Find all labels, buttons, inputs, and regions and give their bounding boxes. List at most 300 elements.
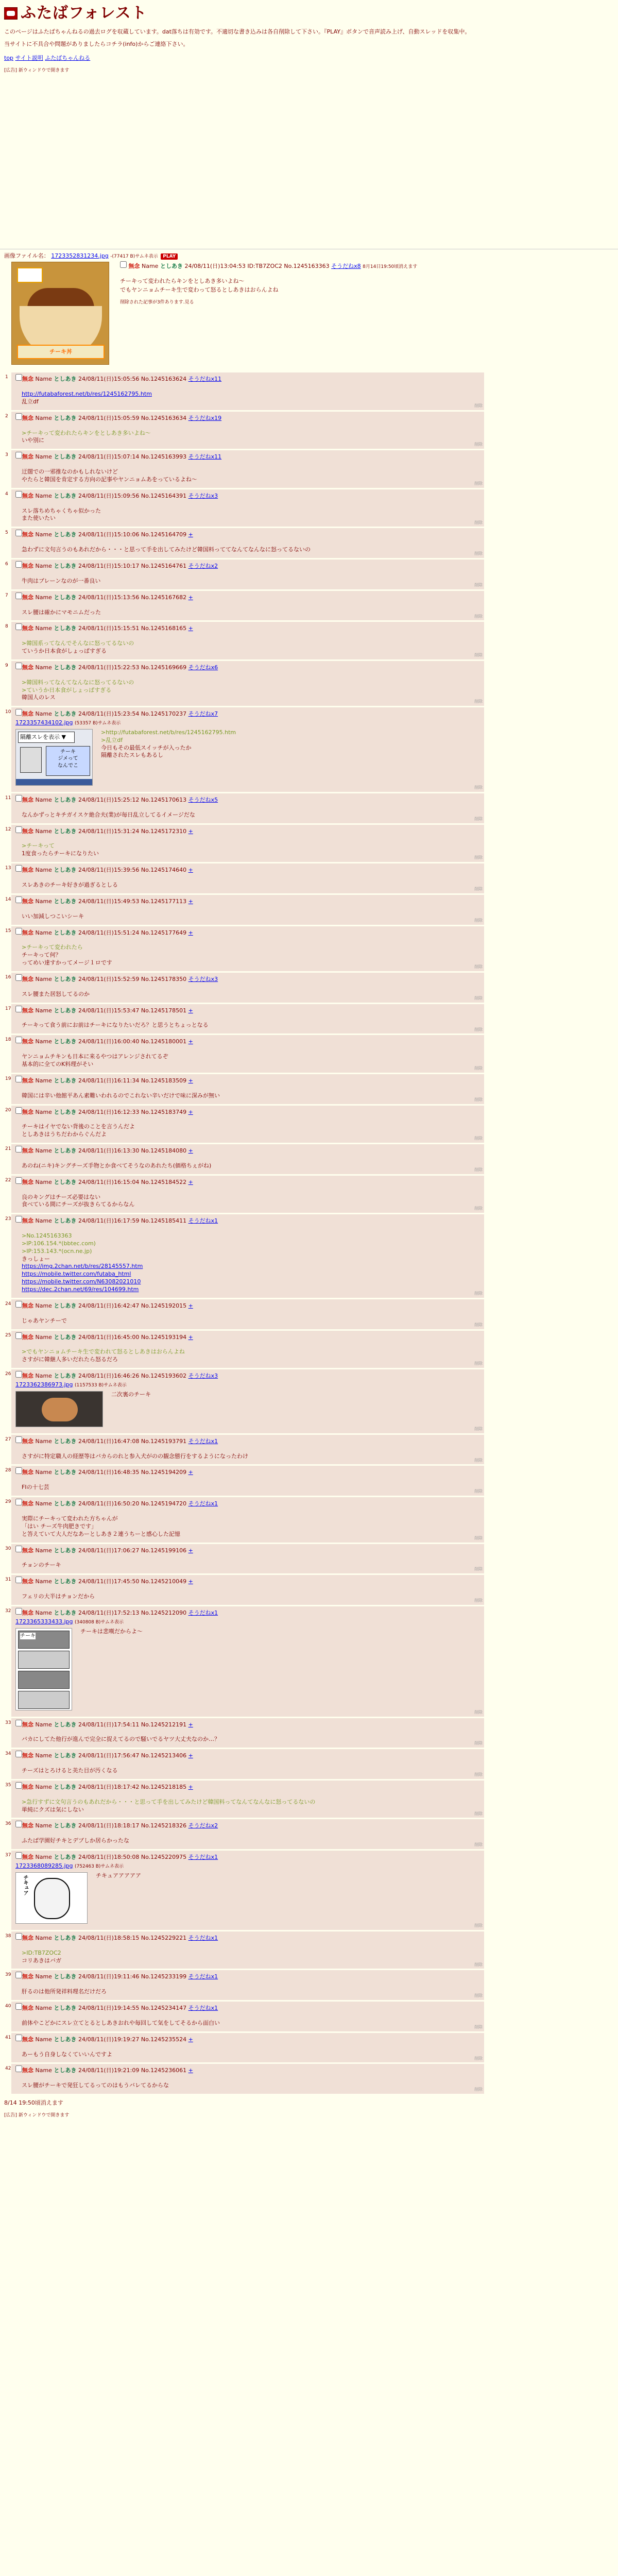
delete-button[interactable]: 削除 — [474, 1923, 483, 1928]
sodane-link[interactable]: + — [188, 1147, 193, 1155]
delete-button[interactable]: 削除 — [474, 481, 483, 486]
meme-thumbnail[interactable] — [15, 729, 93, 786]
sodane-link[interactable]: そうだねx2 — [188, 1822, 218, 1829]
reply-name: としあき — [54, 562, 77, 569]
delete-button[interactable]: 削除 — [474, 1136, 483, 1141]
delete-button[interactable]: 削除 — [474, 520, 483, 525]
reply-link[interactable]: https://img.2chan.net/b/res/28145557.htm — [22, 1263, 143, 1270]
reply-header — [15, 452, 480, 461]
sodane-link[interactable]: そうだねx19 — [188, 414, 222, 421]
reply-index: 34 — [5, 1751, 11, 1757]
reply-select-checkbox[interactable] — [15, 1821, 22, 1827]
reply-name-label: Name — [35, 1934, 52, 1941]
reply-no: No.1245234147 — [141, 2005, 187, 2012]
play-button[interactable]: PLAY — [161, 253, 178, 260]
reply-text-line: 隔離されたスレもあるし — [101, 752, 163, 759]
reply-title: 無念 — [22, 1372, 33, 1380]
sodane-link[interactable]: + — [188, 1007, 193, 1014]
sodane-link[interactable]: そうだねx11 — [188, 453, 222, 461]
footer-expire: 8/14 19:50頃消えます — [4, 2099, 63, 2107]
sodane-link[interactable]: そうだねx1 — [188, 1437, 218, 1445]
reply-select-checkbox[interactable] — [15, 374, 22, 381]
reply-index: 25 — [5, 1332, 11, 1338]
reply — [5, 372, 484, 410]
sodane-link[interactable]: + — [188, 1038, 193, 1045]
delete-button[interactable]: 削除 — [474, 1772, 483, 1777]
reply-text-line: チョンのチーキ — [22, 1562, 61, 1569]
delete-button[interactable]: 削除 — [474, 1811, 483, 1816]
reply-date: 24/08/11(日)15:10:06 — [78, 531, 140, 538]
reply-header — [15, 1720, 480, 1729]
reply-select-checkbox[interactable] — [15, 1608, 22, 1615]
delete-button[interactable]: 削除 — [474, 1066, 483, 1071]
reply-text-line: 今日もその最低スイッチが入ったか — [101, 744, 192, 751]
reply-select-checkbox[interactable] — [15, 1107, 22, 1114]
reply-index: 16 — [5, 974, 11, 980]
sodane-link[interactable]: + — [188, 1752, 193, 1759]
reply-date: 24/08/11(日)16:47:08 — [78, 1437, 140, 1445]
reply-body — [15, 1988, 480, 1996]
quote-line: >乱立df — [101, 736, 123, 743]
reply-name: としあき — [54, 531, 77, 538]
reply-no: No.1245180001 — [141, 1038, 187, 1045]
delete-button[interactable]: 削除 — [474, 1426, 483, 1431]
reply-select-checkbox[interactable] — [15, 1972, 22, 1978]
sodane-link[interactable]: + — [188, 867, 193, 874]
reply-name-label: Name — [35, 710, 52, 718]
reply-body — [15, 1453, 480, 1461]
reply — [5, 863, 484, 893]
sodane-link[interactable]: + — [188, 1721, 193, 1728]
reply — [5, 1144, 484, 1174]
delete-button[interactable]: 削除 — [474, 2024, 483, 2029]
reply-name-label: Name — [35, 531, 52, 538]
reply-name: としあき — [54, 1178, 77, 1185]
reply-link[interactable]: https://mobile.twitter.com/futaba_html — [22, 1270, 131, 1278]
sodane-link[interactable]: そうだねx3 — [188, 975, 218, 982]
reply-name: としあき — [54, 1372, 77, 1380]
delete-button[interactable]: 削除 — [474, 918, 483, 923]
reply-select-checkbox[interactable] — [15, 623, 22, 630]
reply-date: 24/08/11(日)15:25:12 — [78, 796, 140, 803]
reply-title: 無念 — [22, 827, 33, 835]
reply-select-checkbox[interactable] — [15, 2065, 22, 2072]
sodane-link[interactable]: そうだねx1 — [188, 2005, 218, 2012]
reply-name: としあき — [54, 1609, 77, 1616]
reply-header — [15, 1608, 480, 1617]
reply-select-checkbox[interactable] — [15, 709, 22, 716]
reply-name-label: Name — [35, 1108, 52, 1115]
manga-panel — [18, 1671, 70, 1689]
reply-name: としあき — [54, 1578, 77, 1585]
reply-name: としあき — [54, 1038, 77, 1045]
reply-index: 37 — [5, 1853, 11, 1858]
reply-title: 無念 — [22, 2005, 33, 2012]
reply-title: 無念 — [22, 594, 33, 601]
reply-select-checkbox[interactable] — [15, 795, 22, 802]
reply-no: No.1245233199 — [141, 1973, 187, 1980]
reply-text-line: コリあきはバガ — [22, 1957, 61, 1964]
reply-select-checkbox[interactable] — [15, 413, 22, 420]
reply-title: 無念 — [22, 625, 33, 632]
op-sodane-link[interactable]: そうだねx8 — [331, 263, 361, 270]
reply-select-checkbox[interactable] — [15, 2035, 22, 2041]
reply-body — [15, 1123, 480, 1139]
sodane-link[interactable]: そうだねx7 — [188, 710, 218, 718]
reply-title: 無念 — [22, 1437, 33, 1445]
delete-button[interactable]: 削除 — [474, 442, 483, 447]
sodane-link[interactable]: そうだねx5 — [188, 796, 218, 803]
sodane-link[interactable]: そうだねx1 — [188, 1609, 218, 1616]
reply-name: としあき — [54, 1721, 77, 1728]
reply-link[interactable]: https://mobile.twitter.com/N63082021010 — [22, 1278, 141, 1285]
reply-text-line: 1度食ったらチーキになりたい — [22, 850, 99, 857]
sodane-link[interactable]: + — [188, 897, 193, 905]
delete-button[interactable]: 削除 — [474, 816, 483, 821]
reply-text-line: ていうか日本食がしょっぱすぎる — [22, 648, 107, 655]
sodane-link[interactable]: そうだねx1 — [188, 1934, 218, 1941]
brand-logo-icon — [17, 267, 43, 283]
reply-title: 無念 — [22, 929, 33, 936]
reply-select-checkbox[interactable] — [15, 561, 22, 568]
reply-file-link[interactable]: 1723357434102.jpg — [15, 719, 73, 726]
reply-select-checkbox[interactable] — [15, 530, 22, 536]
reply-text-line: バカにしてた他行が進んで完全に捉えてるので騒いでるヤツ大丈夫なのか…？ — [22, 1736, 220, 1743]
sodane-link[interactable]: そうだねx1 — [188, 1217, 218, 1225]
reply-title: 無念 — [22, 1333, 33, 1341]
reply-select-checkbox[interactable] — [15, 1332, 22, 1339]
reply-select-checkbox[interactable] — [15, 826, 22, 833]
reply-select-checkbox[interactable] — [15, 491, 22, 498]
site-logo-icon[interactable] — [4, 7, 18, 20]
sodane-link[interactable]: + — [188, 594, 193, 601]
delete-button[interactable]: 削除 — [474, 1097, 483, 1102]
delete-button[interactable]: 削除 — [474, 964, 483, 970]
reply-date: 24/08/11(日)15:53:47 — [78, 1007, 140, 1014]
reply-no: No.1245170613 — [141, 796, 187, 803]
reply-select-checkbox[interactable] — [15, 1301, 22, 1308]
sodane-link[interactable]: + — [188, 827, 193, 835]
reply-text-line: フェリの大半はチョンだから — [22, 1593, 95, 1600]
sodane-link[interactable]: そうだねx2 — [188, 562, 218, 569]
delete-button[interactable]: 削除 — [474, 1322, 483, 1327]
op-line-1: チーキって変われたらキンをとしあき多いよね～ — [120, 277, 245, 284]
reply-select-checkbox[interactable] — [15, 1006, 22, 1012]
reply-link[interactable]: https://dec.2chan.net/69/res/104699.htm — [22, 1286, 139, 1293]
reply-name: としあき — [54, 1077, 77, 1084]
site-title[interactable]: ふたばフォレスト — [21, 4, 147, 22]
quote-line: >でもヤンニョムチーキ生で変われて怒るとしあきはおらんよね — [22, 1348, 185, 1355]
reply-select-checkbox[interactable] — [15, 1146, 22, 1153]
reply — [5, 1497, 484, 1542]
reply-name: としあき — [54, 710, 77, 718]
reply-select-checkbox[interactable] — [15, 1037, 22, 1043]
reply-no: No.1245177113 — [141, 897, 187, 905]
op-select-checkbox[interactable] — [120, 261, 127, 268]
reply-text-line: 前体やこどかにスレ立てとるとしあきおれや毎回して気をしてそるから面白い — [22, 2019, 220, 2026]
reply-select-checkbox[interactable] — [15, 896, 22, 903]
sodane-link[interactable]: + — [188, 1178, 193, 1185]
reply-text-line: ヤンニョムチキンも日本に来るやつはアレンジされてるぞ — [22, 1053, 168, 1060]
delete-button[interactable]: 削除 — [474, 1489, 483, 1494]
reply-select-checkbox[interactable] — [15, 1933, 22, 1940]
reply-file-info: (53357 B)サムネ表示 — [75, 721, 121, 726]
reply-header — [15, 1467, 480, 1477]
reply-select-checkbox[interactable] — [15, 1216, 22, 1223]
reply-select-checkbox[interactable] — [15, 2003, 22, 2010]
reply-select-checkbox[interactable] — [15, 1467, 22, 1474]
intro-line-2: 当サイトに不具合や問題がありましたらコチラ(info)からご連絡下さい。 — [4, 41, 189, 48]
deleted-note[interactable]: 削除された記事が3件あります.見る — [120, 299, 194, 305]
delete-button[interactable]: 削除 — [474, 785, 483, 790]
reply-select-checkbox[interactable] — [15, 1436, 22, 1443]
site-intro — [4, 28, 614, 49]
reply-name: としあき — [54, 1333, 77, 1341]
reply-header — [15, 491, 480, 500]
reply-select-checkbox[interactable] — [15, 663, 22, 669]
reply-header — [15, 1821, 480, 1830]
delete-button[interactable]: 削除 — [474, 1709, 483, 1715]
delete-button[interactable]: 削除 — [474, 1962, 483, 1967]
reply-link[interactable]: http://futabaforest.net/b/res/1245162795.htm — [22, 391, 152, 398]
delete-button[interactable]: 削除 — [474, 1842, 483, 1848]
about-link[interactable]: サイト説明 — [15, 55, 43, 62]
sodane-link[interactable]: そうだねx1 — [188, 1854, 218, 1861]
reply — [5, 895, 484, 925]
sodane-link[interactable]: + — [188, 1547, 193, 1554]
reply-select-checkbox[interactable] — [15, 1577, 22, 1583]
quote-line: >IP:153.143.*(ocn.ne.jp) — [22, 1247, 92, 1255]
file-label: 画像ファイル名： — [4, 252, 49, 260]
reply-index: 31 — [5, 1577, 11, 1583]
reply-no: No.1245164761 — [141, 562, 187, 569]
reply-text-line: いや別に — [22, 437, 44, 444]
sodane-link[interactable]: + — [188, 1108, 193, 1115]
reply-select-checkbox[interactable] — [15, 592, 22, 599]
delete-button[interactable]: 削除 — [474, 551, 483, 556]
reply-body — [15, 1348, 480, 1364]
sodane-link[interactable]: + — [188, 1077, 193, 1084]
reply-text-line: チーキはイヤでない背後のことを言うんだよ — [22, 1123, 135, 1130]
delete-button[interactable]: 削除 — [474, 1458, 483, 1463]
delete-button[interactable]: 削除 — [474, 582, 483, 587]
reply-select-checkbox[interactable] — [15, 1499, 22, 1505]
reply-no: No.1245185411 — [141, 1217, 187, 1225]
reply-title: 無念 — [22, 1752, 33, 1759]
delete-button[interactable]: 削除 — [474, 855, 483, 860]
sodane-link[interactable]: + — [188, 1578, 193, 1585]
reply-title: 無念 — [22, 531, 33, 538]
delete-button[interactable]: 削除 — [474, 1598, 483, 1603]
reply-index: 35 — [5, 1782, 11, 1788]
reply-index: 7 — [5, 592, 8, 598]
reply-no: No.1245172310 — [141, 827, 187, 835]
reply-name-label: Name — [35, 625, 52, 632]
sodane-link[interactable]: そうだねx6 — [188, 664, 218, 671]
reply-name: としあき — [54, 897, 77, 905]
reply-select-checkbox[interactable] — [15, 974, 22, 981]
delete-button[interactable]: 削除 — [474, 2056, 483, 2061]
reply-header — [15, 1499, 480, 1508]
sodane-link[interactable]: + — [188, 625, 193, 632]
reply-select-checkbox[interactable] — [15, 865, 22, 872]
delete-button[interactable]: 削除 — [474, 1027, 483, 1032]
delete-button[interactable]: 削除 — [474, 1291, 483, 1296]
op-name: としあき — [160, 263, 183, 270]
reply — [5, 1214, 484, 1298]
reply-name-label: Name — [35, 2036, 52, 2043]
reply-select-checkbox[interactable] — [15, 928, 22, 935]
reply-body — [15, 1837, 480, 1845]
reply-index: 24 — [5, 1301, 11, 1307]
reply-header — [15, 2003, 480, 2012]
delete-button[interactable]: 削除 — [474, 995, 483, 1001]
manga-thumbnail[interactable] — [15, 1628, 72, 1710]
sodane-link[interactable]: そうだねx3 — [188, 492, 218, 499]
op-image[interactable] — [11, 262, 109, 365]
reply-date: 24/08/11(日)15:51:24 — [78, 929, 140, 936]
face-thumbnail[interactable] — [15, 1872, 88, 1924]
reply-name: としあき — [54, 2005, 77, 2012]
reply-file-link[interactable]: 1723362386973.jpg — [15, 1381, 73, 1388]
reply-no: No.1245163624 — [141, 376, 187, 383]
reply-file-line — [15, 1381, 480, 1389]
reply-select-checkbox[interactable] — [15, 1751, 22, 1757]
reply-title: 無念 — [22, 1609, 33, 1616]
quote-line: >ていうか日本食がしょっぱすぎる — [22, 686, 112, 693]
delete-button[interactable]: 削除 — [474, 1535, 483, 1540]
reply-name: としあき — [54, 492, 77, 499]
delete-button[interactable]: 削除 — [474, 653, 483, 658]
reply-title: 無念 — [22, 1934, 33, 1941]
reply-title: 無念 — [22, 867, 33, 874]
reply-select-checkbox[interactable] — [15, 452, 22, 459]
manga-face — [34, 1878, 70, 1919]
reply-index: 19 — [5, 1076, 11, 1081]
sodane-link[interactable]: + — [188, 929, 193, 936]
reply-header — [15, 413, 480, 422]
reply-select-checkbox[interactable] — [15, 1546, 22, 1552]
reply-name-label: Name — [35, 929, 52, 936]
reply-body — [15, 430, 480, 445]
reply-select-checkbox[interactable] — [15, 1076, 22, 1082]
reply-title: 無念 — [22, 414, 33, 421]
op-line-2: でもヤンニョムチーキ生で変わって怒るとしあきはおらんよね — [120, 286, 279, 293]
top-link[interactable]: top — [4, 55, 14, 62]
reply-index: 29 — [5, 1499, 11, 1505]
reply-title: 無念 — [22, 1178, 33, 1185]
reply-header — [15, 2065, 480, 2075]
page-header — [0, 0, 618, 74]
sodane-link[interactable]: + — [188, 1783, 193, 1790]
reply-name-label: Name — [35, 2005, 52, 2012]
delete-button[interactable]: 削除 — [474, 2087, 483, 2092]
delete-button[interactable]: 削除 — [474, 614, 483, 619]
reply-file-link[interactable]: 1723365333433.jpg — [15, 1618, 73, 1625]
reply-no: No.1245212191 — [141, 1721, 187, 1728]
reply-index: 30 — [5, 1546, 11, 1551]
reply-name: としあき — [54, 664, 77, 671]
reply-text-line: 単純にクズは気にしない — [22, 1806, 84, 1813]
reply-date: 24/08/11(日)19:19:27 — [78, 2036, 140, 2043]
reply-select-checkbox[interactable] — [15, 1177, 22, 1184]
intro-line-1: このページはふたばちゃんねるの過去ログを収蔵しています。dat落ちは有効です。不適切な書き込みは各自削除して下さい。『PLAY』ボタンで音声読み上げ、自動スレッドを収集中。 — [4, 28, 471, 35]
reply-no: No.1245183749 — [141, 1108, 187, 1115]
delete-button[interactable]: 削除 — [474, 1167, 483, 1172]
reply-date: 24/08/11(日)15:39:56 — [78, 867, 140, 874]
delete-button[interactable]: 削除 — [474, 1567, 483, 1572]
reply — [5, 825, 484, 862]
reply-header — [15, 1782, 480, 1791]
delete-button[interactable]: 削除 — [474, 887, 483, 892]
delete-button[interactable]: 削除 — [474, 1361, 483, 1366]
reply-index: 10 — [5, 709, 11, 715]
delete-button[interactable]: 削除 — [474, 1206, 483, 1211]
reply-name-label: Name — [35, 453, 52, 461]
reply-date: 24/08/11(日)17:06:27 — [78, 1547, 140, 1554]
futaba-link[interactable]: ふたばちゃんねる — [45, 55, 91, 62]
reply-select-checkbox[interactable] — [15, 1371, 22, 1378]
delete-button[interactable]: 削除 — [474, 1741, 483, 1746]
reply-title: 無念 — [22, 1007, 33, 1014]
sodane-link[interactable]: + — [188, 1302, 193, 1309]
sodane-link[interactable]: そうだねx1 — [188, 1500, 218, 1507]
reply-select-checkbox[interactable] — [15, 1782, 22, 1789]
reply-date: 24/08/11(日)18:18:17 — [78, 1822, 140, 1829]
delete-button[interactable]: 削除 — [474, 1993, 483, 1998]
delete-button[interactable]: 削除 — [474, 699, 483, 704]
reply-index: 22 — [5, 1177, 11, 1183]
reply-body — [15, 1022, 480, 1029]
reply-index: 15 — [5, 928, 11, 934]
reply-title: 無念 — [22, 492, 33, 499]
reply-index: 17 — [5, 1006, 11, 1011]
reply-name-label: Name — [35, 1469, 52, 1476]
reply-name-label: Name — [35, 1721, 52, 1728]
reply-header — [15, 1436, 480, 1446]
reply — [5, 1749, 484, 1779]
reply-text-line: スレ落ちめちゃくちゃ似かった — [22, 507, 101, 514]
reply-name: としあき — [54, 1108, 77, 1115]
sodane-link[interactable]: + — [188, 531, 193, 538]
sodane-link[interactable]: そうだねx3 — [188, 1372, 218, 1380]
reply-select-checkbox[interactable] — [15, 1852, 22, 1859]
reply-body — [15, 546, 480, 554]
sodane-link[interactable]: + — [188, 2067, 193, 2074]
reply — [5, 489, 484, 527]
reply-body — [15, 1515, 480, 1538]
sodane-link[interactable]: + — [188, 1469, 193, 1476]
reply-title: 無念 — [22, 1973, 33, 1980]
reply-text-line: じゃあヤンチーで — [22, 1317, 67, 1324]
reply-file-link[interactable]: 1723368089285.jpg — [15, 1862, 73, 1870]
reply-date: 24/08/11(日)15:05:59 — [78, 414, 140, 421]
sodane-link[interactable]: そうだねx1 — [188, 1973, 218, 1980]
reply-body — [15, 1317, 480, 1325]
reply-no: No.1245164709 — [141, 531, 187, 538]
reply — [5, 1851, 484, 1930]
sodane-link[interactable]: + — [188, 1333, 193, 1341]
delete-button[interactable]: 削除 — [474, 403, 483, 408]
reply-select-checkbox[interactable] — [15, 1720, 22, 1726]
reply-body — [15, 391, 480, 406]
sodane-link[interactable]: + — [188, 2036, 193, 2043]
reply — [5, 1435, 484, 1465]
op-file-link[interactable]: 1723352831234.jpg — [51, 252, 109, 260]
photo-thumbnail[interactable] — [15, 1391, 103, 1427]
sodane-link[interactable]: そうだねx11 — [188, 376, 222, 383]
reply-index: 2 — [5, 413, 8, 419]
